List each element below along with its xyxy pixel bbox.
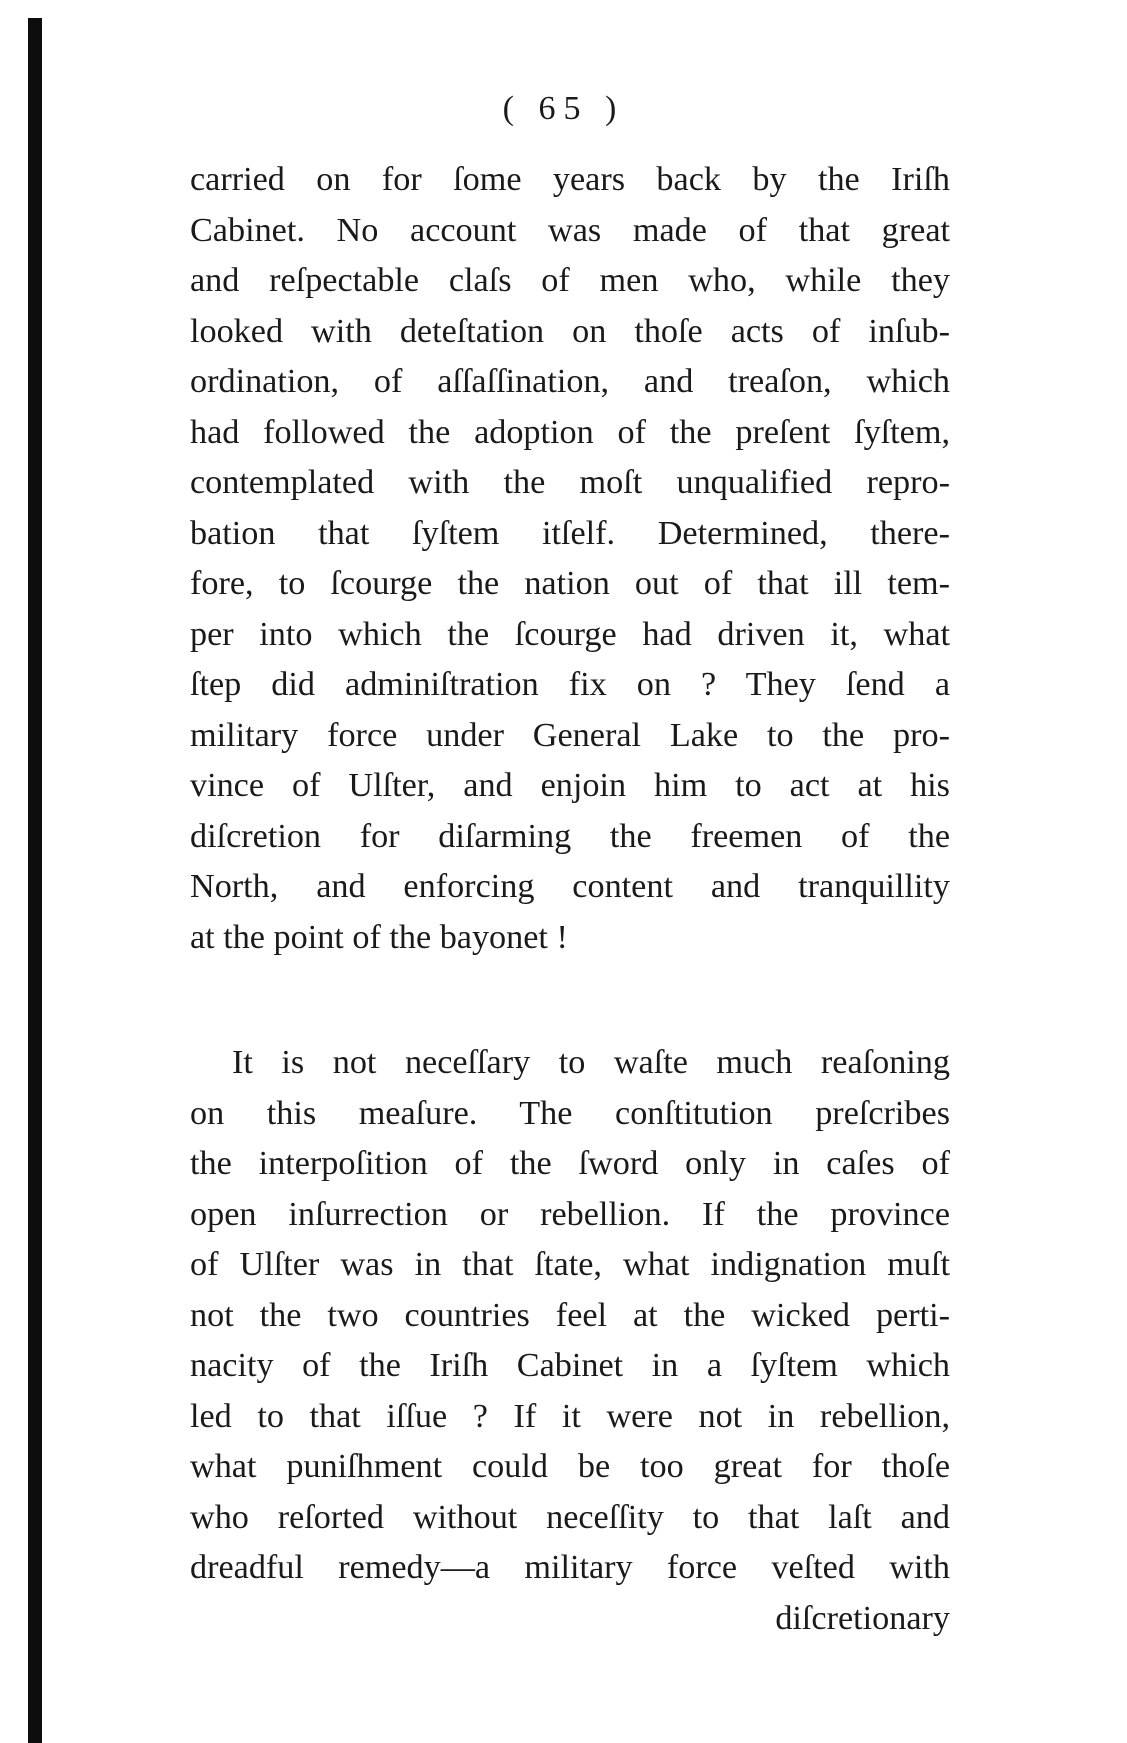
text-line: had followed the adoption of the preſent ſyſtem, xyxy=(190,413,950,451)
text-line: ſtep did adminiſtration fix on ? They ſend a xyxy=(190,666,950,703)
text-line: led to that iſſue ? If it were not in rebellion, xyxy=(190,1397,950,1435)
paragraph-1 xyxy=(190,155,950,963)
text-line: of Ulſter was in that ſtate, what indignation muſt xyxy=(190,1246,950,1283)
text-line: open inſurrection or rebellion. If the province xyxy=(190,1195,950,1233)
text-line: the interpoſition of the ſword only in caſes of xyxy=(190,1145,950,1182)
text-line: diſcretion for diſarming the freemen of the xyxy=(190,817,950,855)
text-line: contemplated with the moſt unqualified repro- xyxy=(190,464,950,501)
page-number: ( 65 ) xyxy=(502,90,625,127)
text-line: nacity of the Iriſh Cabinet in a ſyſtem which xyxy=(190,1347,950,1384)
text-line: not the two countries feel at the wicked perti- xyxy=(190,1296,950,1334)
text-line: at the point of the bayonet ! xyxy=(190,918,568,956)
text-line: carried on for ſome years back by the Iriſh xyxy=(190,161,950,198)
text-line: It is not neceſſary to waſte much reaſoning xyxy=(232,1044,950,1081)
text-line: bation that ſyſtem itſelf. Determined, there- xyxy=(190,514,950,552)
text-line: on this meaſure. The conſtitution preſcribes xyxy=(190,1094,950,1132)
text-line: Cabinet. No account was made of that great xyxy=(190,211,950,249)
text-line: looked with deteſtation on thoſe acts of inſub- xyxy=(190,312,950,350)
catchword: diſcretionary xyxy=(775,1599,950,1637)
text-line: per into which the ſcourge had driven it, what xyxy=(190,615,950,653)
text-line: fore, to ſcourge the nation out of that ill tem- xyxy=(190,565,950,602)
scan-binding-edge xyxy=(28,18,42,1743)
text-line: ordination, of aſſaſſination, and treaſon, which xyxy=(190,363,950,400)
text-line: dreadful remedy—a military force veſted with xyxy=(190,1549,950,1586)
paragraph-2 xyxy=(190,1038,950,1644)
text-line: North, and enforcing content and tranquillity xyxy=(190,868,950,905)
text-line: vince of Ulſter, and enjoin him to act at his xyxy=(190,767,950,804)
text-line: who reſorted without neceſſity to that laſt and xyxy=(190,1498,950,1536)
text-line: what puniſhment could be too great for thoſe xyxy=(190,1448,950,1485)
text-line: military force under General Lake to the pro- xyxy=(190,716,950,754)
text-line: and reſpectable claſs of men who, while they xyxy=(190,262,950,299)
